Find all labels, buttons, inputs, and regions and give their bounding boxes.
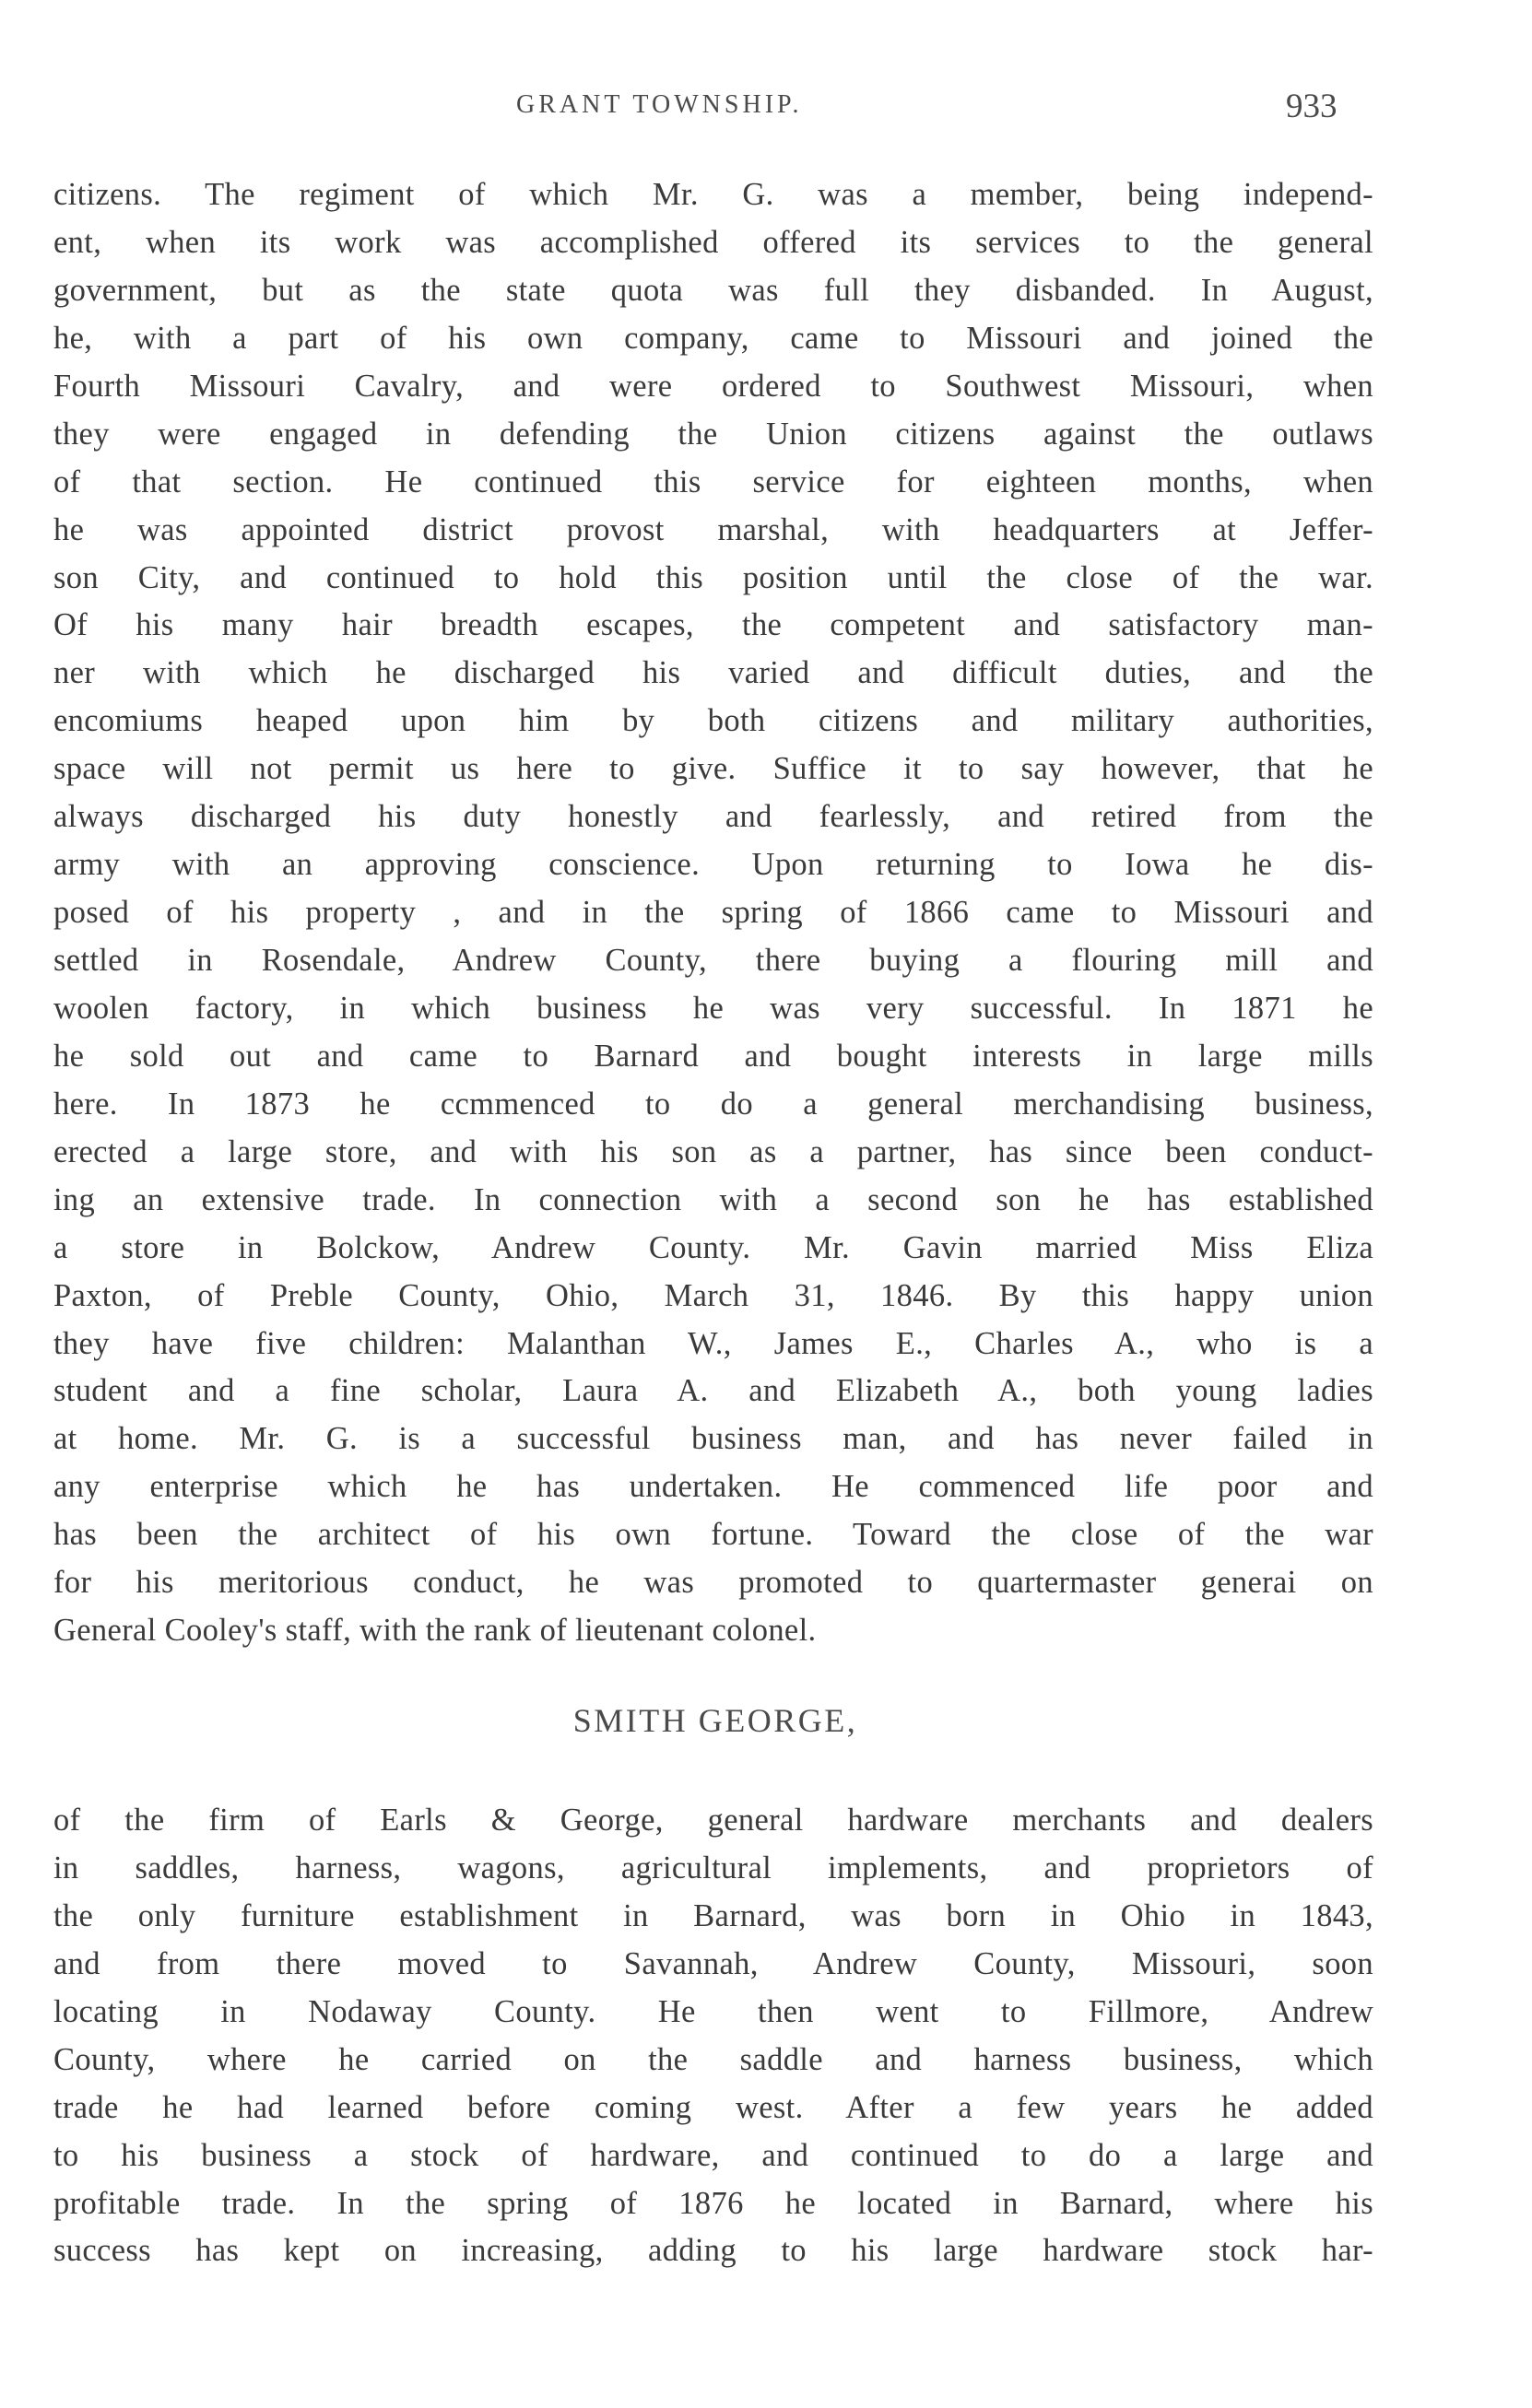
text-line: army with an approving conscience. Upon returning to Iowa he dis-: [53, 847, 1373, 883]
text-line: Of his many hair breadth escapes, the competent and satisfactory man-: [53, 607, 1373, 643]
text-line: they were engaged in defending the Union citizens against the outlaws: [53, 416, 1373, 452]
text-line: of the firm of Earls & George, general hardware merchants and dealers: [53, 1803, 1373, 1838]
page-number: 933: [1286, 88, 1338, 125]
text-line: he was appointed district provost marshal, with headquarters at Jeffer-: [53, 511, 1373, 547]
text-line: encomiums heaped upon him by both citizens and military authorities,: [53, 703, 1373, 739]
text-line: for his meritorious conduct, he was promoted to quartermaster generai on: [53, 1565, 1373, 1601]
text-line: space will not permit us here to give. Suffice it to say however, that he: [53, 751, 1373, 787]
running-title: GRANT TOWNSHIP.: [516, 90, 803, 119]
text-line: they have five children: Malanthan W., James E., Charles A., who is a: [53, 1325, 1373, 1361]
text-line: son City, and continued to hold this position until the close of the war.: [53, 559, 1373, 595]
text-line: he sold out and came to Barnard and bought interests in large mills: [53, 1038, 1373, 1074]
text-line: a store in Bolckow, Andrew County. Mr. Gavin married Miss Eliza: [53, 1229, 1373, 1265]
text-line: General Cooley's staff, with the rank of lieutenant colonel.: [53, 1613, 817, 1649]
text-line: posed of his property , and in the spring of 1866 came to Missouri and: [53, 895, 1373, 931]
text-line: Paxton, of Preble County, Ohio, March 31, 1846. By this happy union: [53, 1277, 1373, 1313]
text-line: ner with which he discharged his varied and difficult duties, and the: [53, 655, 1373, 691]
section-heading-text: SMITH GEORGE,: [572, 1702, 858, 1739]
text-line: trade he had learned before coming west. After a few years he added: [53, 2089, 1373, 2125]
text-line: erected a large store, and with his son as a partner, has since been conduct-: [53, 1134, 1373, 1169]
text-line: to his business a stock of hardware, and continued to do a large and: [53, 2137, 1373, 2173]
text-line: he, with a part of his own company, came to Missouri and joined the: [53, 320, 1373, 356]
text-line: citizens. The regiment of which Mr. G. was a member, being independ-: [53, 177, 1373, 212]
text-line: woolen factory, in which business he was very successful. In 1871 he: [53, 990, 1373, 1026]
text-line: in saddles, harness, wagons, agricultural implements, and proprietors of: [53, 1850, 1373, 1885]
paragraph-gavin-biography: [53, 171, 1373, 1655]
text-line: Fourth Missouri Cavalry, and were ordered to Southwest Missouri, when: [53, 368, 1373, 404]
text-line: student and a fine scholar, Laura A. and Elizabeth A., both young ladies: [53, 1373, 1373, 1409]
paragraph-smith-george-biography: [53, 1797, 1373, 2275]
text-line: at home. Mr. G. is a successful business man, and has never failed in: [53, 1421, 1373, 1457]
text-line: profitable trade. In the spring of 1876 he located in Barnard, where his: [53, 2185, 1373, 2221]
text-line: any enterprise which he has undertaken. He commenced life poor and: [53, 1469, 1373, 1505]
text-line: always discharged his duty honestly and fearlessly, and retired from the: [53, 799, 1373, 835]
text-line: the only furniture establishment in Barnard, was born in Ohio in 1843,: [53, 1897, 1373, 1933]
text-line: settled in Rosendale, Andrew County, there buying a flouring mill and: [53, 943, 1373, 978]
text-line: government, but as the state quota was full they disbanded. In August,: [53, 272, 1373, 308]
text-line: and from there moved to Savannah, Andrew County, Missouri, soon: [53, 1945, 1373, 1981]
text-line: has been the architect of his own fortune. Toward the close of the war: [53, 1517, 1373, 1553]
text-line: ing an extensive trade. In connection with a second son he has established: [53, 1181, 1373, 1217]
running-header: [0, 90, 1532, 127]
section-heading: [0, 1701, 1532, 1740]
text-line: County, where he carried on the saddle and harness business, which: [53, 2041, 1373, 2077]
text-line: ent, when its work was accomplished offered its services to the general: [53, 224, 1373, 260]
text-line: of that section. He continued this service for eighteen months, when: [53, 464, 1373, 499]
text-line: locating in Nodaway County. He then went to Fillmore, Andrew: [53, 1993, 1373, 2029]
text-line: success has kept on increasing, adding to his large hardware stock har-: [53, 2233, 1373, 2269]
text-line: here. In 1873 he ccmmenced to do a general merchandising business,: [53, 1086, 1373, 1122]
